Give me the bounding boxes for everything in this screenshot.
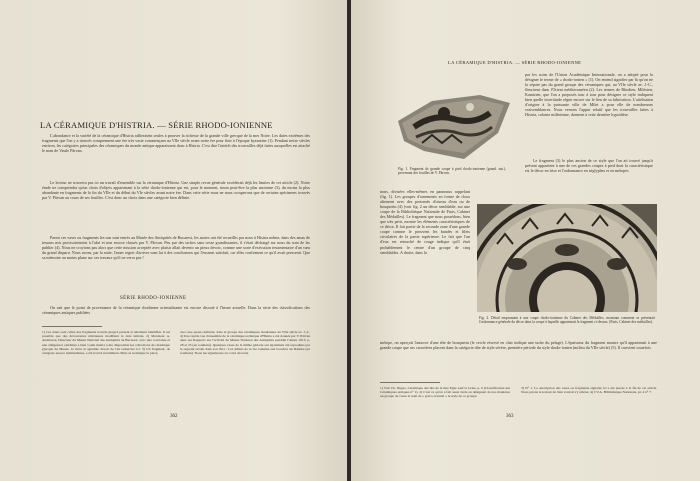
footnotes-col-2: avec une quasi-certitude, dans le groupe des céramiques rhodiennes du VIIe siècle av. J.-C. 4) Une rapide vue d'ensemble de la céramique technique d'Histria a été donnée par V. Pârvan dans ses Rapports sur l'activité du Musée National des Antiquités pendant l'année 1913, p. 28 et 25 (en roumain). Quelques vases de la même période ont également été reproduits par le regretté savant dans son livre : Les débuts de la vie romaine aux bouches du Danube (en roumain). Nous les signalerons au cours du texte. — [180, 330, 310, 356]
footnote-rule — [42, 326, 102, 327]
left-page — [0, 0, 349, 481]
figure-2-cup-image — [477, 204, 657, 312]
bottom-text: métope, on aperçoit l'amorce d'une tête de bouquetin (le cercle réservé en clair indique une tache du pelage). L'épaisseur du fragment montre qu'il appartenait à une grande coupe que ses caractères placent dans la catégorie dite de style sévère, première période du style rhodo-ionien (milieu du VIIe siècle) (5). Il convient toutefois — [380, 340, 657, 351]
section-text: On sait que le point de provenance de la céramique rhodienne orientalisante est encore discuté à l'heure actuelle. Dans la série des classifications des céramiques antiques publiées — [42, 305, 310, 316]
article-title: LA CÉRAMIQUE D'HISTRIA. — SÉRIE RHODO-IONIENNE — [40, 120, 273, 130]
paragraph-1: L'abondance et la variété de la céramique d'Histria rallieraient seules à prouver la richesse de la grande ville grecque de la mer Noire. Les dates extrêmes des fragments que l'on y a trouvés comprennent une ère très vaste commençant au VIIe siècle avant notre ère pour finir à l'époque byzantine (1). Pendant treize siècles environ, les catégories principales des céramiques du monde antique apparaissent donc à Histria. C'est dire l'intérêt des trouvailles déjà faites auxquelles est attaché le nom de Vasile Pârvan. — [42, 133, 310, 154]
paragraph-2: Le lecteur ne trouvera pas ici un travail d'ensemble sur la céramique d'Histria. Une simple revue générale excéderait déjà les limites de cet article (2). Notre étude ne comprendra qu'un choix d'objets appartenant à la série rhodo-ionienne qui est, pour le moment, sinon peut-être la plus ancienne (3), du moins la plus abondante en fragments de la fin du VIIe et du début du VIe siècles avant notre ère. Dans cette série nous ne nous occuperons que de certains spécimens trouvés par V. Pârvan au cours de ses fouilles. C'est donc un choix dans une catégorie bien définie. — [42, 180, 310, 201]
paragraph-3: Parmi ces vases ou fragments les uns sont entrés au Musée des Antiquités de Bucarest, les autres ont été recueillis par nous à Histria même, dans des amas de tessons mis provisoirement à l'abri et non encore classés par V. Pârvan. Peu par des taches sans cesse grandissantes, il s'était déchargé sur nous du soin de les publier (4). Nous ne croyions pas alors que cette mission acceptée avec plaisir allait devenir un pieux devoir, comme une sorte d'exécution testamentaire d'un vœu du grand disparu. Nous avons, par la suite, l'amer regret d'arriver sans lui à des conclusions qui l'eussent satisfait, car elles confirment ce qu'il avait pressenti. Que sa mémoire au moins plane sur ces travaux qu'il ne verra pas ! — [42, 235, 310, 261]
right-col-top-text: par les soins de l'Union Académique Internationale, on a adopté pour la désigner le terme de « rhodo-ionien » (1). On entend signifier par là qu'on ne la sépare pas du grand groupe des céramiques qui, au VIIe siècle av. J.-C., fleurirent dans l'Orient méditerranéen (2). Les termes de Rhodien, Milésien, Kamirien, que l'on a proposés tour à tour pour désigner ce style indiquent bien quelle incertitude règne encore sur le lieu de sa fabrication. L'attribution d'origine à la puissante ville de Milet a pour elle de nombreuses vraisemblances. Nous verrons l'appui relatif que les trouvailles faites à Histria, colonie milésienne, donnent à cette dernière hypothèse. — [525, 72, 653, 118]
figure-1-fragment-image — [394, 93, 512, 163]
footnotes-right-col-1: 1) Voir Ch. Dugas, Céramique des îles de la mer Egée sauf la Crète, p. 6 (Classification des Céramiques antiques n° 1). 2) C'est ce qu'on a fait aussi Jarde en désignant de nos manières un groupe de vases le nom de « gréco oriental » le style de ce groupe. — [380, 386, 510, 399]
section-title: SÉRIE RHODO-IONIENNE — [120, 296, 187, 301]
right-col-text-2: Le fragment (3) le plus ancien de ce style que l'on ait trouvé jusqu'à présent appartient à une de ces grandes coupes à pied dont la caractéristique est le décor en frise et l'ordonnance en triglyphes et en métopes — [525, 158, 653, 174]
running-head: LA CÉRAMIQUE D'HISTRIA. — SÉRIE RHODO-IONIENNE — [448, 60, 582, 65]
footnotes-right-col-2: 3) N° 1. La description des vases ou fragments signalés ici a été placée à la fin de cet article. Nous prions le lecteur de bien vouloir s'y référer. 4) CV.A. Bibliothèque Nationale, pl. 4 n° 7. — [521, 386, 657, 395]
cup-photo — [477, 204, 657, 312]
footnote-rule-right — [380, 382, 440, 383]
page-number-right: 363 — [506, 414, 514, 419]
figure-1-caption: Fig. 1. Fragment de grande coupe à pied rhodo-ionienne (grand. nat.), provenant des fouilles de V. Pârvan. — [398, 167, 506, 176]
footnotes-col-1: 1) Ces dates sont celles des fragments trouvés jusqu'à présent et sûrement identifiés. Il est possible que des découvertes ultérieures modifient la date initiale. 2) Monsieur A. Andriescu, Directeur du Musée National des Antiquités de Bucarest, avec une courtoisie et une obligeance extrêmes a bien voulu mettre à ma disposition les collections de céramique grecque du Musée. Je m'en ai agréable devoir de l'en remercier ici. 3) Un fragment, de catégorie encore indéterminée, a été trouvé récemment. Mais sa technique le place, — [42, 330, 170, 356]
figure-2-caption: Fig. 2. Détail empruntant à une coupe rhodo-ionienne du Cabinet des Médailles, montrant comment se présentait l'ordonnance générale du décor dans la coupe à laquelle appartenait le fragment ci-dessus. (Paris, Cabinet des médailles). — [479, 316, 655, 325]
fragment-photo — [394, 93, 512, 163]
page-number-left: 362 — [170, 414, 178, 419]
right-page — [351, 0, 700, 481]
left-col-text: nons, divisées elles-mêmes en panneaux rappelant (fig. 1). Les groupes d'ornements en forme de clous alternent avec des protomés d'oiseau d'eau ou de bouquetin (4) (voir fig. 2 un décor semblable, sur une coupe de la Bibliothèque Nationale de Paris, Cabinet des Médailles). Le fragment que nous possédons, bien que très petit, montre les éléments caractéristiques de ce décor. Il fait partie de la seconde zone d'une grande coupe comme le prouvent les bandes et filets circulaires de la partie supérieure. Le fait que l'un d'eux est retouché de rouge indique qu'il était probablement le centre d'un groupe de cinq semblables. A droite, dans la — [380, 189, 470, 255]
